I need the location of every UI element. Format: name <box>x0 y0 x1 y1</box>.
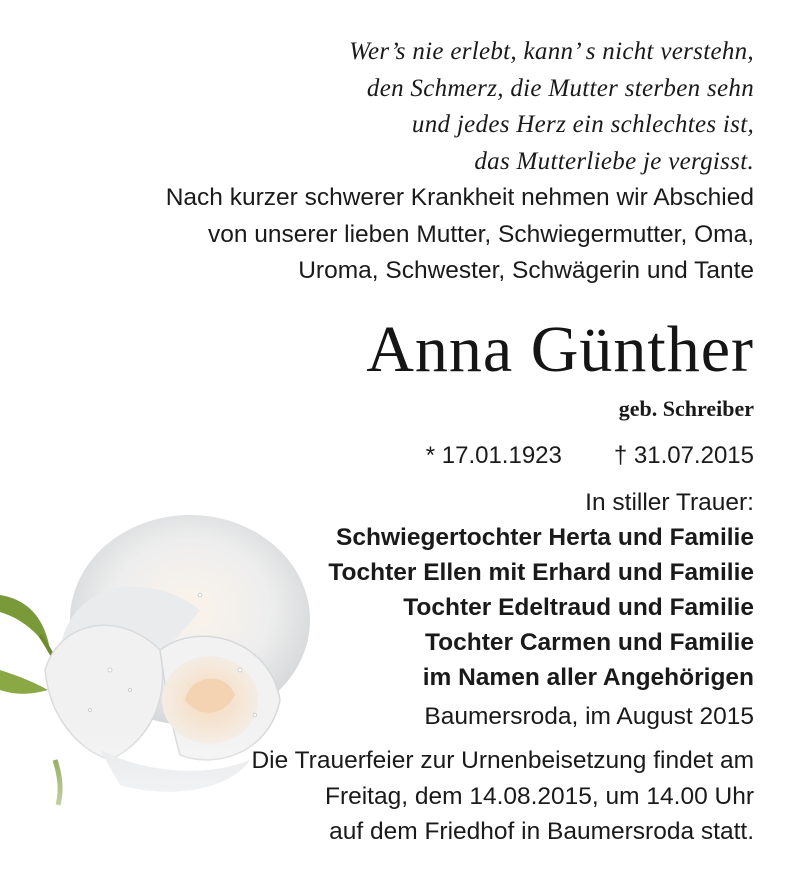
mourner-line: Schwiegertochter Herta und Familie <box>336 524 754 551</box>
funeral-info <box>251 743 754 850</box>
life-dates <box>426 441 754 471</box>
birth-date: * 17.01.1923 <box>425 442 562 469</box>
mourning-heading: In stiller Trauer: <box>585 489 754 516</box>
mourner-line: Tochter Edeltraud und Familie <box>403 594 754 621</box>
poem-line: das Mutterliebe je vergisst. <box>474 147 754 175</box>
maiden-name: geb. Schreiber <box>618 396 754 421</box>
funeral-line: Freitag, dem 14.08.2015, um 14.00 Uhr <box>324 782 754 810</box>
intro-text <box>166 180 754 290</box>
deceased-name: Anna Günther <box>366 313 754 386</box>
place-date: Baumersroda, im August 2015 <box>424 703 754 730</box>
poem <box>349 34 754 180</box>
mourners-block <box>328 485 754 695</box>
intro-line: Nach kurzer schwerer Krankheit nehmen wir Abschied <box>165 184 754 211</box>
mourner-line: im Namen aller Angehörigen <box>422 664 754 691</box>
death-date: † 31.07.2015 <box>613 442 754 469</box>
funeral-line: Die Trauerfeier zur Urnenbeisetzung findet am <box>251 747 754 774</box>
mourner-line: Tochter Carmen und Familie <box>425 629 754 656</box>
mourner-line: Tochter Ellen mit Erhard und Familie <box>328 559 754 586</box>
intro-line: Uroma, Schwester, Schwägerin und Tante <box>298 257 754 284</box>
poem-line: Wer’s nie erlebt, kann’ s nicht verstehn, <box>349 38 754 65</box>
poem-line: den Schmerz, die Mutter sterben sehn <box>366 74 754 102</box>
poem-line: und jedes Herz ein schlechtes ist, <box>411 111 754 138</box>
intro-line: von unserer lieben Mutter, Schwiegermutter, Oma, <box>207 220 754 248</box>
funeral-line: auf dem Friedhof in Baumersroda statt. <box>329 818 754 845</box>
